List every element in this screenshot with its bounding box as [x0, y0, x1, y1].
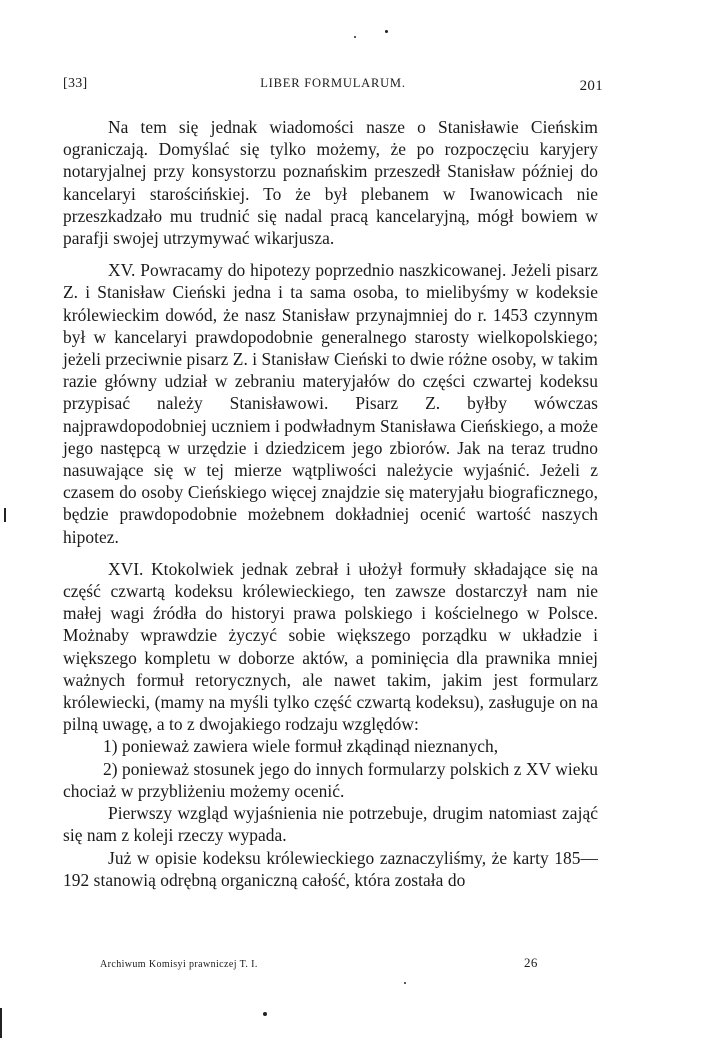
list-item-reason-1: 1) ponieważ zawiera wiele formuł zkądinąd nieznanych,	[103, 736, 499, 757]
paragraph-first-reason: Pierwszy wzgląd wyjaśnienia nie potrzebuje, drugim natomiast zająć się nam z koleji rzeczy wypada.	[63, 803, 598, 846]
page-edge-mark	[4, 508, 6, 522]
paragraph-description-karty: Już w opisie kodeksu królewieckiego zaznaczyliśmy, że karty 185—192 stanowią odrębną organiczną całość, która została do	[63, 847, 598, 890]
list-item-reason-2: 2) ponieważ stosunek jego do innych formularzy polskich z XV wieku chociaż w przybliżeniu możemy ocenić.	[63, 758, 598, 801]
scan-speck	[263, 1012, 267, 1016]
header-section-number: [33]	[63, 76, 88, 91]
page-number: 201	[579, 78, 603, 94]
page-edge-mark	[0, 1008, 2, 1038]
header-title: LIBER FORMULARUM.	[260, 76, 406, 90]
paragraph-cienski-notary: Na tem się jednak wiadomości nasze o Stanisławie Cieńskim ograniczają. Domyślać się tylko możemy, że po rozpoczęciu karyjery notaryjalnej przy konsystorzu poznańskim przeszedł Stanisław później do kancelaryi starościńskiej. To że był plebanem w Iwanowicach nie przeszkadzało mu trudnić się nadal pracą kancelaryjną, mógł bowiem w parafji swojej utrzymywać wikarjusza.	[63, 117, 598, 249]
scan-speck	[385, 30, 388, 33]
paragraph-section-xv: XV. Powracamy do hipotezy poprzednio naszkicowanej. Jeżeli pisarz Z. i Stanisław Cieński jedna i ta sama osoba, to mielibyśmy w kodeksie królewieckim dowód, że nasz Stanisław przynajmniej do r. 1453 czynnym był w kancelaryi prawdopodobnie generalnego starosty wielkopolskiego; jeżeli przeciwnie pisarz Z. i Stanisław Cieński to dwie różne osoby, w takim razie główny udział w zebraniu materyjałów do części czwartej kodeksu przypisać należy Stanisławowi. Pisarz Z. byłby wówczas najprawdopodobniej uczniem i podwładnym Stanisława Cieńskiego, a może jego następcą w urzędzie i dziedzicem jego zbiorów. Jak na teraz trudno nasuwające się w tej mierze wątpliwości należycie wyjaśnić. Jeżeli z czasem do osoby Cieńskiego więcej znajdzie się materyjału biograficznego, będzie prawdopodobnie możebnem dokładniej ocenić wartość naszych hipotez.	[63, 260, 598, 547]
paragraph-section-xvi: XVI. Ktokolwiek jednak zebrał i ułożył formuły składające się na część czwartą kodeksu królewieckiego, ten zawsze dostarczył nam nie małej wagi źródła do historyi prawa polskiego i kościelnego w Polsce. Możnaby wprawdzie życzyć sobie większego porządku w układzie i większego kompletu w doborze aktów, a pominięcia dla prawnika mniej ważnych formuł retorycznych, ale nawet takim, jakim jest formularz królewiecki, (mamy na myśli tylko część czwartą kodeksu), zasługuje on na pilną uwagę, a to z dwojakiego rodzaju względów:	[63, 558, 598, 735]
footer-signature: Archiwum Komisyi prawniczej T. I.	[100, 959, 258, 970]
body-text	[63, 116, 598, 891]
footer-sheet-number: 26	[524, 955, 538, 970]
page-footer	[100, 955, 540, 973]
scan-speck	[354, 36, 356, 38]
scan-speck	[404, 982, 406, 984]
running-header	[63, 74, 603, 94]
